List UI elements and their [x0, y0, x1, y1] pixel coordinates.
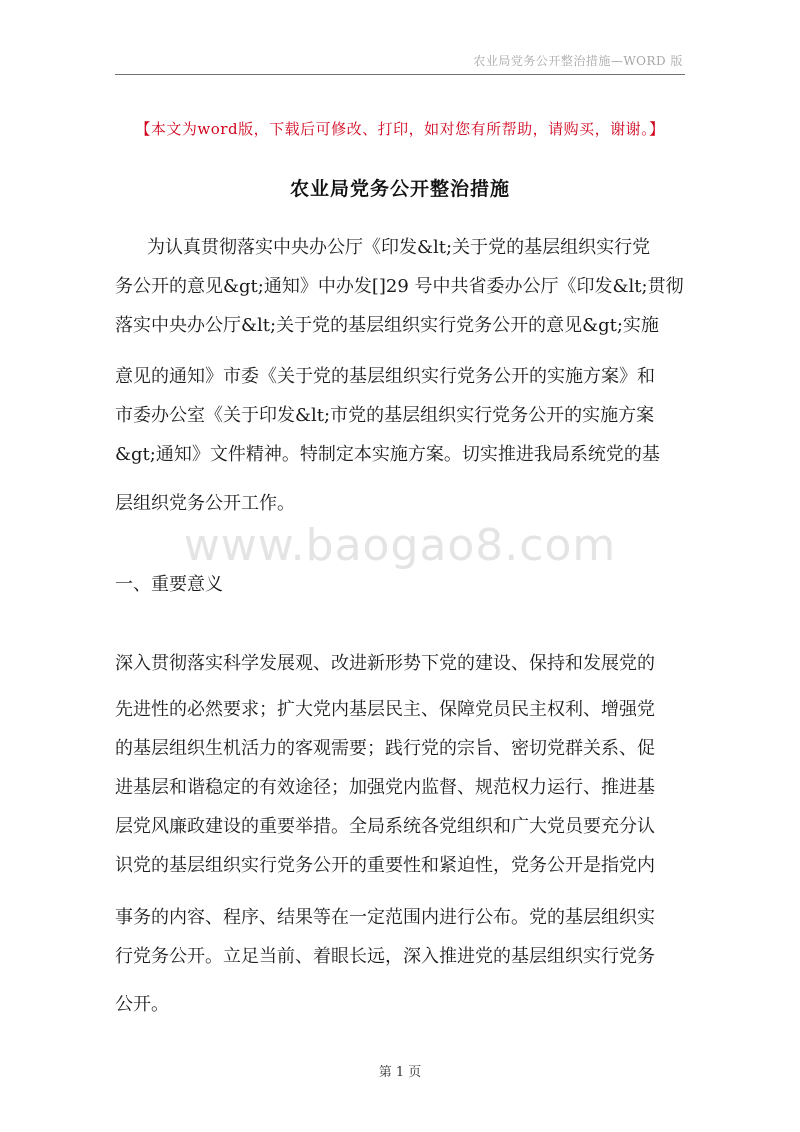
- paragraph-line: 进基层和谐稳定的有效途径；加强党内监督、规范权力运行、推进基: [115, 777, 655, 798]
- page-number: 第 1 页: [378, 1065, 422, 1080]
- paragraph-line: 识党的基层组织实行党务公开的重要性和紧迫性，党务公开是指党内: [115, 855, 655, 876]
- paragraph-line: 事务的内容、程序、结果等在一定范围内进行公布。党的基层组织实: [115, 907, 655, 928]
- paragraph-line: 先进性的必然要求；扩大党内基层民主、保障党员民主权利、增强党: [115, 699, 655, 720]
- paragraph-line: 公开。: [115, 994, 169, 1015]
- paragraph-line: 市委办公室《关于印发&lt;市党的基层组织实行党务公开的实施方案: [115, 405, 655, 426]
- paragraph-line: 层党风廉政建设的重要举措。全局系统各党组织和广大党员要充分认: [115, 816, 655, 837]
- paragraph-line: 务公开的意见&gt;通知》中办发[]29 号中共省委办公厅《印发&lt;贯彻: [115, 276, 684, 297]
- paragraph-line: 落实中央办公厅&lt;关于党的基层组织实行党务公开的意见&gt;实施: [115, 315, 659, 336]
- section-heading: 一、重要意义: [115, 574, 223, 595]
- purchase-notice: 【本文为word版，下载后可修改、打印，如对您有所帮助，请购买，谢谢。】: [135, 120, 665, 138]
- paragraph-line: &gt;通知》文件精神。特制定本实施方案。切实推进我局系统党的基: [115, 444, 660, 465]
- paragraph-line: 行党务公开。立足当前、着眼长远，深入推进党的基层组织实行党务: [115, 946, 655, 967]
- paragraph-line: 意见的通知》市委《关于党的基层组织实行党务公开的实施方案》和: [115, 366, 655, 387]
- watermark: www.baogao8.com: [183, 520, 617, 571]
- document-title: 农业局党务公开整治措施: [289, 178, 510, 200]
- paragraph-line: 深入贯彻落实科学发展观、改进新形势下党的建设、保持和发展党的: [115, 653, 655, 674]
- paragraph-line: 层组织党务公开工作。: [115, 493, 295, 514]
- header-rule: [115, 74, 685, 75]
- running-header: 农业局党务公开整治措施—WORD 版: [473, 54, 683, 68]
- paragraph-line: 为认真贯彻落实中央办公厅《印发&lt;关于党的基层组织实行党: [147, 237, 651, 258]
- paragraph-line: 的基层组织生机活力的客观需要；践行党的宗旨、密切党群关系、促: [115, 738, 655, 759]
